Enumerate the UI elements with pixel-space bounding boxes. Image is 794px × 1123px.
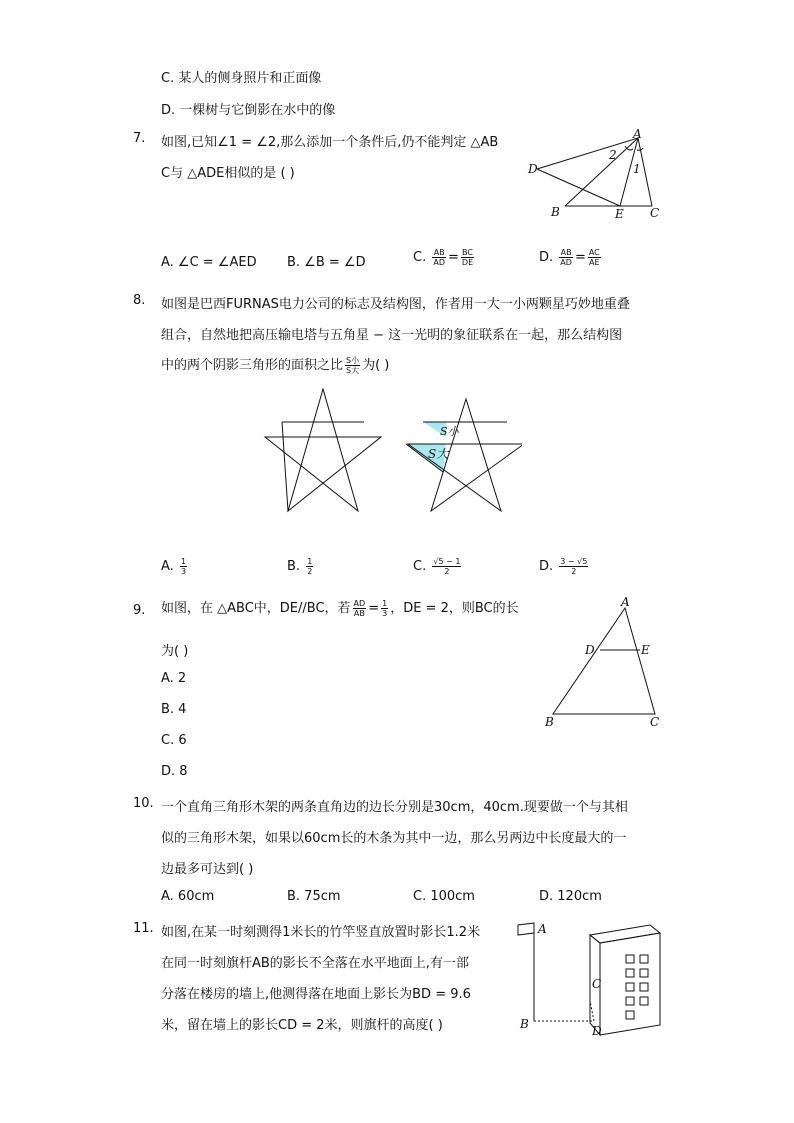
q9-stem-line1: 如图，在 △ABC中，DE//BC，若 $\frac{AD}{AB}$ = $\frac{1}{3}$ ，DE = 2，则BC的长: [161, 599, 519, 618]
q8-stem-line2: 组合，自然地把高压输电塔与五角星 − 这一光明的象征联系在一起，那么结构图: [161, 328, 623, 343]
q6-option-c: C. 某人的侧身照片和正面像: [161, 71, 322, 86]
q11-stem-line1: 如图,在某一时刻测得1米长的竹竿竖直放置时影长1.2米: [161, 925, 481, 940]
q9-label-B: B: [545, 715, 554, 729]
q9-option-d: D. 8: [161, 764, 188, 779]
q11-label-B: B: [520, 1017, 529, 1031]
q9-label-D: D: [585, 643, 595, 657]
q11-flag: [518, 923, 534, 935]
q11-shadow-CD: [590, 1001, 594, 1021]
q7-option-b: B. ∠B = ∠D: [287, 255, 366, 270]
q7-label-A: A: [633, 127, 642, 141]
q9-triangle-ABC: [553, 608, 655, 714]
q8-option-c: C. $\frac{√5 - 1}{2}$: [413, 557, 461, 576]
q10-option-c: C. 100cm: [413, 889, 475, 904]
q8-stem-line3: 中的两个阴影三角形的面积之比 $\frac{\text{S小}}{\text{S大}}$ 为( ): [161, 356, 390, 375]
q8-label-s-big: S大: [428, 447, 449, 461]
q10-option-b: B. 75cm: [287, 889, 341, 904]
q7-option-a: A. ∠C = ∠AED: [161, 255, 257, 270]
q7-label-E: E: [615, 207, 624, 221]
q9-number: 9.: [133, 603, 146, 618]
q8-right-star: [406, 399, 522, 511]
q11-windows: [626, 955, 648, 1019]
q8-label-s-small: S小: [440, 425, 459, 438]
q7-number: 7.: [133, 131, 146, 146]
q8-option-a: A. $\frac{1}{3}$: [161, 557, 187, 576]
q11-label-D: D: [592, 1024, 602, 1038]
q7-label-B: B: [551, 205, 560, 219]
q7-stem-line2: C与 △ADE相似的是 ( ): [161, 166, 295, 181]
q7-line-DE: [537, 169, 620, 206]
q8-stem-line1: 如图是巴西FURNAS电力公司的标志及结构图，作者用一大一小两颗星巧妙地重叠: [161, 297, 630, 312]
q7-label-D: D: [528, 162, 538, 176]
q6-option-d: D. 一棵树与它倒影在水中的像: [161, 103, 336, 118]
q7-line-AD: [537, 138, 638, 169]
q11-number: 11.: [133, 921, 154, 936]
q9-figure: [540, 594, 665, 734]
q7-label-angle1: 1: [633, 162, 641, 176]
q9-stem-line2: 为( ): [161, 644, 189, 659]
q11-figure: [510, 915, 665, 1040]
q10-option-d: D. 120cm: [539, 889, 602, 904]
q9-label-C: C: [650, 715, 660, 729]
q7-figure: [525, 126, 665, 226]
q10-stem-line1: 一个直角三角形木架的两条直角边的边长分别是30cm，40cm.现要做一个与其相: [161, 800, 628, 815]
q10-stem-line2: 似的三角形木架，如果以60cm长的木条为其中一边，那么另两边中长度最大的一: [161, 831, 627, 846]
q9-label-E: E: [641, 643, 650, 657]
q7-label-C: C: [650, 206, 660, 220]
q7-label-angle2: 2: [609, 148, 617, 162]
q8-option-b: B. $\frac{1}{2}$: [287, 557, 313, 576]
q9-label-A: A: [621, 595, 630, 609]
q8-left-star: [265, 389, 381, 511]
q11-label-A: A: [538, 922, 547, 936]
q11-building-front: [600, 933, 660, 1035]
q8-number: 8.: [133, 293, 146, 308]
q11-building-top: [590, 925, 660, 943]
q7-option-d: D. $\frac{AB}{AD}$ = $\frac{AC}{AE}$: [539, 248, 600, 267]
q11-stem-line2: 在同一时刻旗杆AB的影长不全落在水平地面上,有一部: [161, 956, 469, 971]
q11-label-C: C: [592, 977, 602, 991]
q11-stem-line4: 米，留在墙上的影长CD = 2米，则旗杆的高度( ): [161, 1018, 443, 1033]
q10-stem-line3: 边最多可达到( ): [161, 862, 254, 877]
q9-option-a: A. 2: [161, 671, 187, 686]
q7-stem-line1: 如图,已知∠1 = ∠2,那么添加一个条件后,仍不能判定 △AB: [161, 135, 499, 150]
q10-number: 10.: [133, 796, 154, 811]
q9-option-b: B. 4: [161, 702, 187, 717]
q11-stem-line3: 分落在楼房的墙上,他测得落在地面上影长为BD = 9.6: [161, 987, 471, 1002]
q8-option-d: D. $\frac{3 - √5}{2}$: [539, 557, 588, 576]
q10-option-a: A. 60cm: [161, 889, 215, 904]
q7-option-c: C. $\frac{AB}{AD}$ = $\frac{BC}{DE}$: [413, 248, 474, 267]
q9-option-c: C. 6: [161, 733, 187, 748]
q8-figure: [262, 385, 522, 520]
